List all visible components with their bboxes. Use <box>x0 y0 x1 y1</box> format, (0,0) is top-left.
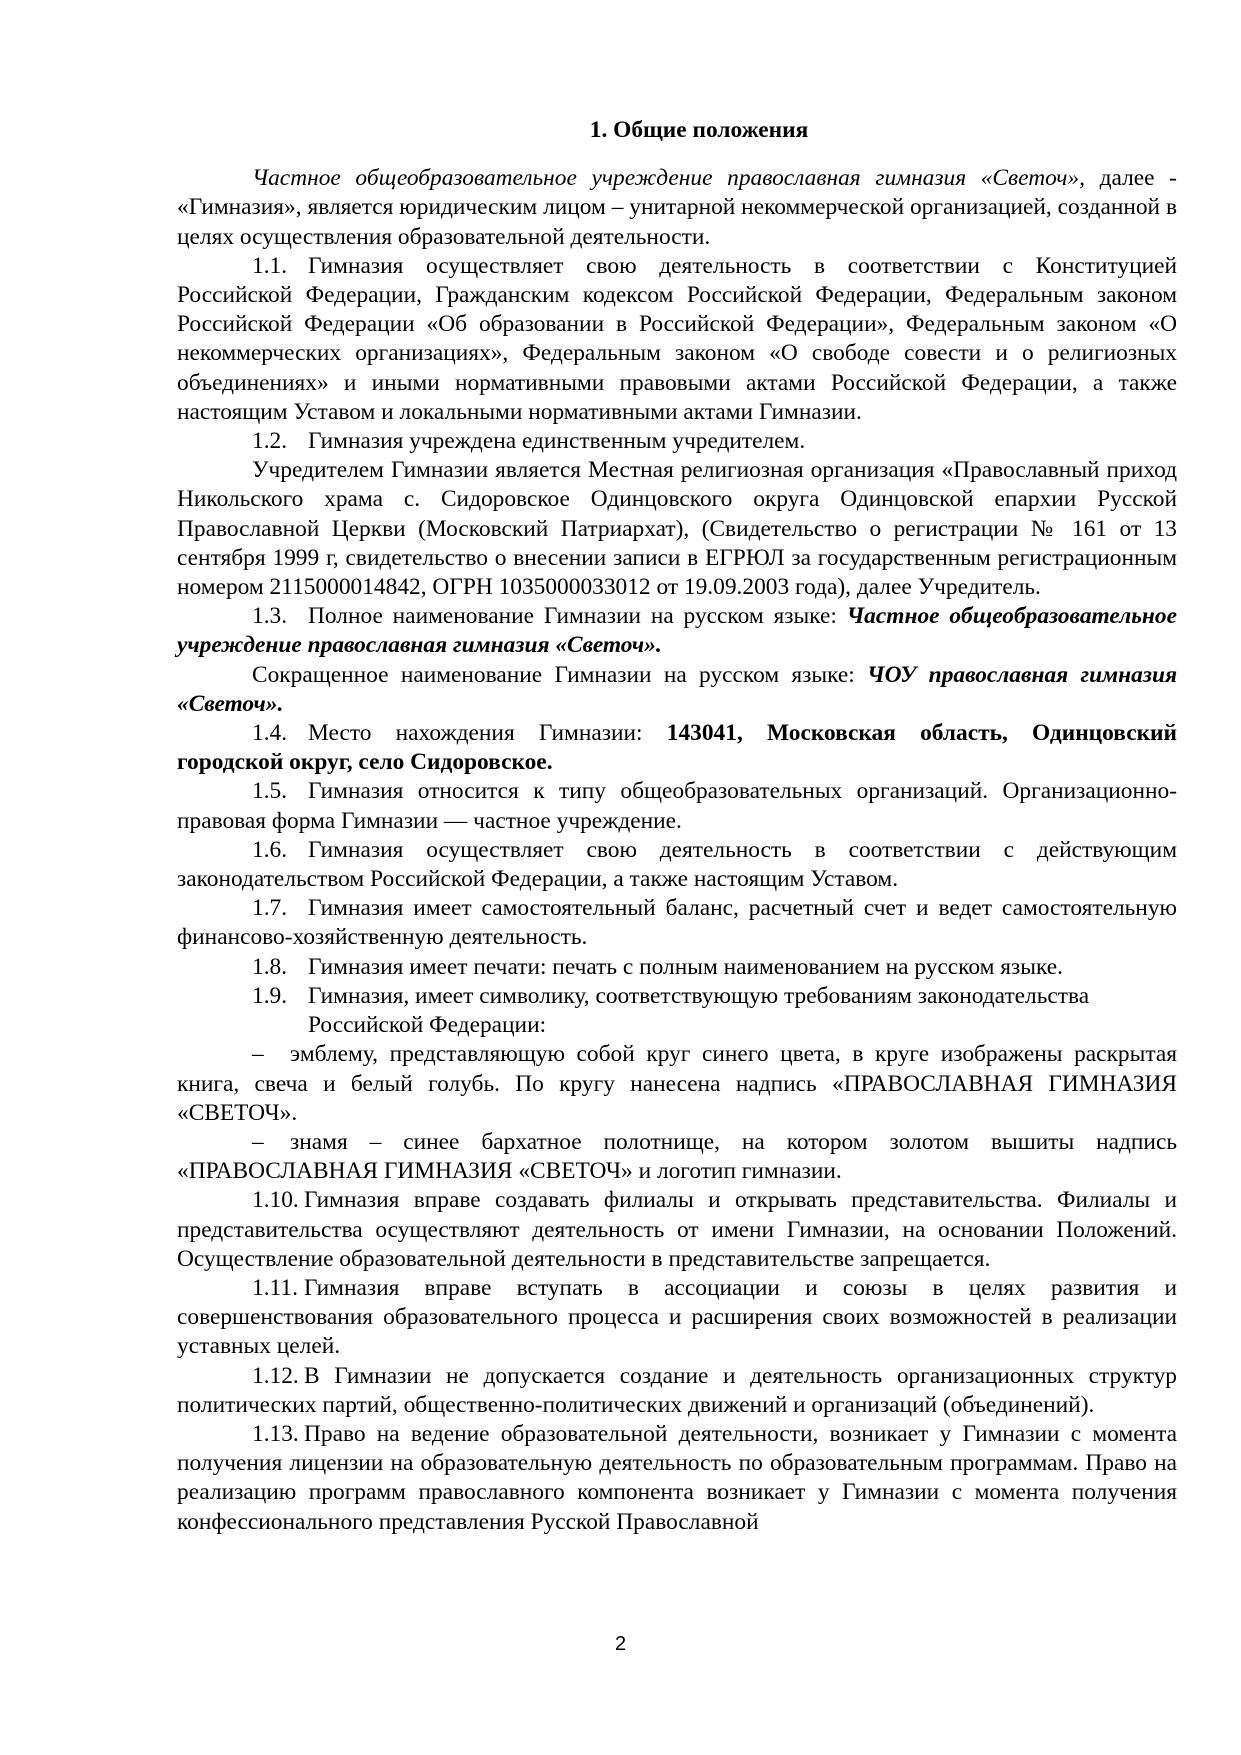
clause-text-line-1: Гимназия, имеет символику, соответствующую требованиям законодательства <box>308 982 1090 1009</box>
clause-text: Гимназия вправе создавать филиалы и открывать представительства. Филиалы и представительства осуществляют деятельность от имени Гимназии, на основании Положений. Осуществление образовательной деятельности в представительстве запрещается. <box>177 1187 1177 1272</box>
clause-number: 1.8. <box>252 953 288 980</box>
founder-paragraph: Учредителем Гимназии является Местная религиозная организация «Православный приход Никольского храма с. Сидоровское Одинцовского округа Одинцовской епархии Русской Православной Церкви (Московский Патриархат), (Свидетельство о регистрации № 161 от 13 сентября 1999 г, свидетельство о внесении записи в ЕГРЮЛ за государственным регистрационным номером 2115000014842, ОГРН 1035000033012 от 19.09.2003 года), далее Учредитель. <box>177 457 1177 601</box>
short-name-paragraph <box>177 661 1177 719</box>
symbol-banner-item <box>177 1128 1177 1186</box>
document-body <box>177 116 1177 1537</box>
clause-text: Гимназия относится к типу общеобразовательных организаций. Организационно-правовая форма Гимназии — частное учреждение. <box>177 778 1177 834</box>
clause-text: Гимназия осуществляет свою деятельность в соответствии с Конституцией Российской Федерации, Гражданским кодексом Российской Федерации, Федеральным законом Российской Федерации «Об образовании в Российской Федерации», Федеральным законом «О некоммерческих организациях», Федеральным законом «О свободе совести и о религиозных объединениях» и иными нормативными правовыми актами Российской Федерации, а также настоящим Уставом и локальными нормативными актами Гимназии. <box>177 252 1177 425</box>
clause-number: 1.12. <box>252 1362 299 1389</box>
short-name-text: Сокращенное наименование Гимназии на русском языке: <box>252 661 855 688</box>
clause-1-4 <box>177 719 1177 777</box>
symbol-emblem-item <box>177 1040 1177 1128</box>
clause-text: В Гимназии не допускается создание и деятельность организационных структур политических партий, общественно-политических движений и организаций (объединений). <box>177 1362 1177 1418</box>
list-dash: – <box>252 1128 264 1155</box>
clause-text: Право на ведение образовательной деятельности, возникает у Гимназии с момента получения лицензии на образовательную деятельность по образовательным программам. Право на реализацию программ православного компонента возникает у Гимназии с момента получения конфессионального представления Русской Православной <box>177 1420 1177 1535</box>
clause-number: 1.1. <box>252 252 288 279</box>
clause-1-6 <box>177 836 1177 894</box>
clause-text: Полное наименование Гимназии на русском языке: <box>308 603 837 630</box>
clause-1-3 <box>177 602 1177 660</box>
clause-text-line-2: Российской Федерации: <box>308 1012 547 1039</box>
clause-text: Место нахождения Гимназии: <box>308 720 643 747</box>
section-heading: 1. Общие положения <box>589 117 809 143</box>
symbol-emblem-text: эмблему, представляющую собой круг синего цвета, в круге изображены раскрытая книга, свеча и белый голубь. По кругу нанесена надпись «ПРАВОСЛАВНАЯ ГИМНАЗИЯ «СВЕТОЧ». <box>177 1041 1177 1126</box>
clause-number: 1.7. <box>252 895 288 922</box>
clause-text: Гимназия вправе вступать в ассоциации и союзы в целях развития и совершенствования образовательного процесса и расширения своих возможностей в реализации уставных целей. <box>177 1274 1177 1360</box>
clause-number: 1.5. <box>252 778 288 805</box>
clause-1-12 <box>177 1362 1177 1420</box>
clause-number: 1.11. <box>252 1274 298 1301</box>
clause-1-8 <box>177 953 1177 982</box>
address: 143041, Московская область, Одинцовский городской округ, село Сидоровское. <box>177 720 1178 776</box>
clause-1-7 <box>177 894 1177 952</box>
clause-number: 1.13. <box>252 1420 299 1447</box>
clause-text: Гимназия осуществляет свою деятельность в соответствии с действующим законодательством Российской Федерации, а также настоящим Уставом. <box>177 836 1177 893</box>
intro-italic-name: Частное общеобразовательное учреждение православная гимназия «Светоч», <box>252 165 1085 192</box>
clause-text: Гимназия учреждена единственным учредителем. <box>308 428 806 455</box>
clause-number: 1.2. <box>252 428 288 455</box>
clause-number: 1.3. <box>252 603 288 630</box>
intro-text: далее - «Гимназия», является юридическим лицом – унитарной некоммерческой организацией, созданной в целях осуществления образовательной деятельности. <box>177 165 1177 250</box>
clause-number: 1.4. <box>252 720 288 747</box>
full-name: Частное общеобразовательное учреждение православная гимназия «Светоч». <box>177 603 1177 659</box>
clause-text: Гимназия имеет печати: печать с полным наименованием на русском языке. <box>308 953 1063 980</box>
clause-1-10 <box>177 1186 1177 1274</box>
clause-1-13 <box>177 1420 1177 1537</box>
clause-number: 1.6. <box>252 836 288 863</box>
intro-paragraph <box>177 164 1177 252</box>
list-dash: – <box>252 1041 264 1068</box>
clause-1-9 <box>177 982 1177 1040</box>
clause-1-11 <box>177 1274 1177 1362</box>
clause-1-2 <box>177 427 1177 456</box>
clause-1-1 <box>177 252 1177 427</box>
clause-number: 1.10. <box>252 1187 299 1214</box>
short-name: ЧОУ православная гимназия «Светоч». <box>177 661 1178 717</box>
clause-1-5 <box>177 777 1177 835</box>
symbol-banner-text: знамя – синее бархатное полотнище, на котором золотом вышиты надпись «ПРАВОСЛАВНАЯ ГИМНАЗИЯ «СВЕТОЧ» и логотип гимназии. <box>177 1128 1177 1185</box>
clause-number: 1.9. <box>252 982 288 1009</box>
clause-text: Гимназия имеет самостоятельный баланс, расчетный счет и ведет самостоятельную финансово-хозяйственную деятельность. <box>177 895 1177 951</box>
page-number: 2 <box>614 1633 627 1655</box>
